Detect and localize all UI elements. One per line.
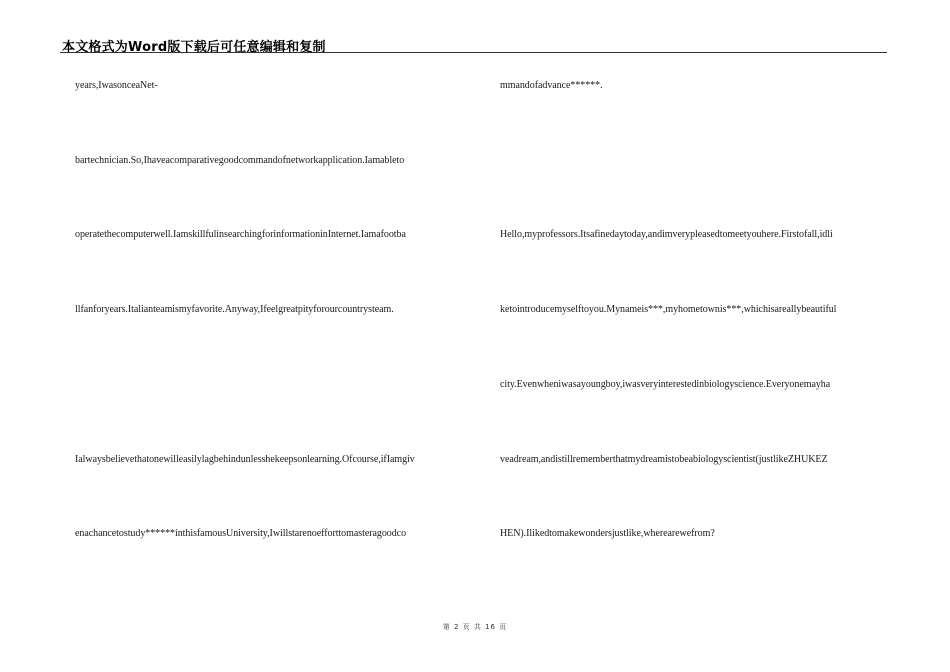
page-header-title: 本文格式为Word版下载后可任意编辑和复制 bbox=[62, 40, 326, 55]
text-line: ketointroducemyselftoyou.Mynameis***,myhometownis***,whichisareallybeautiful bbox=[500, 304, 837, 315]
text-line: operatethecomputerwell.IamskillfulinsearchingforinformationinInternet.Iamafootba bbox=[75, 229, 406, 240]
text-line: llfanforyears.Italianteamismyfavorite.Anyway,Ifeelgreatpityforourcountrysteam. bbox=[75, 304, 394, 315]
text-line: city.Evenwheniwasayoungboy,iwasveryinterestedinbiologyscience.Everyonemayha bbox=[500, 379, 831, 390]
text-line: mmandofadvance******. bbox=[500, 80, 603, 91]
page-number-footer: 第 2 页 共 16 页 bbox=[442, 623, 508, 631]
text-line: years,IwasonceaNet- bbox=[75, 80, 158, 91]
text-line: bartechnician.So,Ihaveacomparativegoodcommandofnetworkapplication.Iamableto bbox=[75, 155, 405, 166]
text-line: HEN).Ilikedtomakewondersjustlike,wherearewefrom? bbox=[500, 528, 715, 539]
header-divider bbox=[60, 52, 887, 53]
text-line: Ialwaysbelievethatonewilleasilylagbehindunlesshekeepsonlearning.Ofcourse,ifIamgiv bbox=[75, 454, 415, 465]
text-line: veadream,andistillrememberthatmydreamistobeabiologyscientist(justlikeZHUKEZ bbox=[500, 454, 828, 465]
text-line: Hello,myprofessors.Itsafinedaytoday,andimverypleasedtomeetyouhere.Firstofall,idli bbox=[500, 229, 833, 240]
text-line: enachancetostudy******inthisfamousUniversity,Iwillstarenoefforttomasteragoodco bbox=[75, 528, 407, 539]
